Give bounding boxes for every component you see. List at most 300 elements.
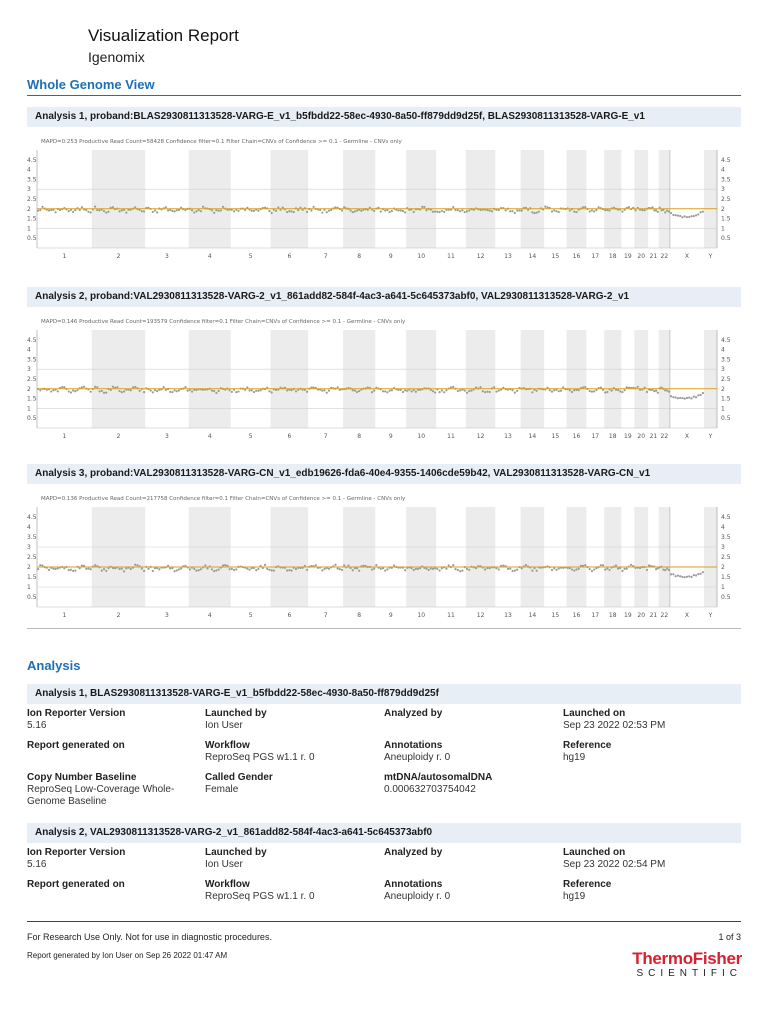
copy-number-point [684,398,686,400]
copy-number-point [521,210,523,212]
copy-number-point [417,568,419,570]
y-tick-left: 3.5 [27,534,37,541]
copy-number-point [386,568,388,570]
copy-number-point [87,211,89,213]
y-tick-left: 3 [27,366,31,374]
copy-number-point [686,397,688,399]
y-tick-left: 2 [27,564,31,571]
copy-number-point [48,569,50,571]
copy-number-point [70,391,72,393]
copy-number-point [253,210,255,212]
field-value: hg19 [563,752,586,763]
copy-number-point [343,564,345,566]
copy-number-point [644,209,646,211]
copy-number-point [575,211,577,213]
logo-wordmark: ThermoFisher [632,949,742,968]
copy-number-point [178,568,180,570]
copy-number-point [634,209,636,211]
copy-number-point [498,390,500,392]
y-tick-left: 4 [27,166,31,174]
copy-number-point [536,390,538,392]
copy-number-point [154,209,156,211]
copy-number-point [290,389,292,391]
y-tick-left: 4 [27,524,31,531]
x-tick-label: Y [708,612,713,619]
analysis-3-plot-header: Analysis 3, proband:VAL2930811313528-VARG-CN_v1_edb19626-fda6-40e4-9355-1406cde59b42, VAL2930811313528-VARG-CN_v1 [27,464,741,484]
copy-number-point [695,396,697,398]
x-tick-label: 13 [504,253,512,260]
copy-number-point [578,389,580,391]
copy-number-point [514,212,516,214]
copy-number-point [295,568,297,570]
copy-number-point [507,568,509,570]
copy-number-point [167,209,169,211]
y-tick-left: 3 [27,186,31,194]
copy-number-point [350,210,352,212]
copy-number-point [306,211,308,213]
copy-number-point [313,206,315,208]
copy-number-point [702,571,704,573]
copy-number-point [432,568,434,570]
copy-number-point [55,211,57,213]
copy-number-point [375,564,377,566]
copy-number-point [384,569,386,571]
copy-number-point [380,210,382,212]
copy-number-point [391,210,393,212]
copy-number-point [147,568,149,570]
copy-number-point [690,215,692,217]
copy-number-point [389,390,391,392]
analysis-2-cnv-plot [27,312,741,448]
copy-number-point [470,389,472,391]
copy-number-point [452,206,454,208]
y-tick-right: 2.5 [721,196,731,203]
y-tick-right: 2 [721,205,725,213]
x-tick-label: 10 [417,433,426,440]
copy-number-point [450,386,452,388]
x-tick-label: 14 [528,612,537,619]
copy-number-point [310,386,312,388]
copy-number-point [257,390,259,392]
copy-number-point [606,567,608,569]
copy-number-point [371,391,373,393]
y-tick-left: 2.5 [27,554,37,561]
copy-number-point [425,209,427,211]
copy-number-point [222,564,224,566]
copy-number-point [466,210,468,212]
copy-number-point [72,389,74,391]
copy-number-point [457,390,459,392]
copy-number-point [553,209,555,211]
copy-number-point [702,392,704,394]
copy-number-point [608,209,610,211]
copy-number-point [677,215,679,217]
copy-number-point [83,386,85,388]
x-tick-label: 2 [116,612,121,619]
copy-number-point [246,386,248,388]
x-tick-label: 19 [624,433,632,440]
x-tick-label: 4 [207,612,212,619]
copy-number-point [666,568,668,570]
copy-number-point [352,569,354,571]
x-tick-label: 6 [287,433,292,440]
copy-number-point [193,568,195,570]
chromosome-band [189,330,231,428]
y-tick-right: 1.5 [721,215,731,223]
x-tick-label: 5 [248,253,253,260]
y-tick-right: 2 [721,385,725,393]
x-tick-label: 18 [608,253,617,260]
copy-number-point [339,568,341,570]
copy-number-point [589,210,591,212]
copy-number-point [621,570,623,572]
copy-number-point [690,576,692,578]
copy-number-point [290,210,292,212]
field-label: Workflow [205,740,250,751]
copy-number-point [231,568,233,570]
copy-number-point [235,568,237,570]
field-value: ReproSeq PGS w1.1 r. 0 [205,752,315,763]
copy-number-point [623,568,625,570]
x-tick-label: 15 [551,612,560,619]
x-tick-label: 1 [62,433,67,440]
x-tick-label: 3 [165,433,169,440]
copy-number-point [118,568,120,570]
copy-number-point [220,209,222,211]
copy-number-point [235,391,237,393]
copy-number-point [237,390,239,392]
copy-number-point [681,576,683,578]
x-tick-label: 11 [447,253,455,260]
x-tick-label: 12 [476,433,485,440]
copy-number-point [619,390,621,392]
copy-number-point [505,209,507,211]
copy-number-point [384,209,386,211]
copy-number-point [72,570,74,572]
y-tick-right: 3 [721,544,725,551]
copy-number-point [286,211,288,213]
x-tick-label: 22 [660,253,669,260]
copy-number-point [255,569,257,571]
x-tick-label: 21 [649,253,658,260]
copy-number-point [677,575,679,577]
copy-number-point [459,389,461,391]
copy-number-point [666,389,668,391]
copy-number-point [169,567,171,569]
copy-number-point [356,209,358,211]
copy-number-point [189,568,191,570]
copy-number-point [290,570,292,572]
copy-number-point [518,209,520,211]
copy-number-point [176,209,178,211]
copy-number-point [443,211,445,213]
copy-number-point [237,210,239,212]
y-tick-right: 4.5 [721,336,731,344]
copy-number-point [413,569,415,571]
copy-number-point [693,396,695,398]
copy-number-point [600,564,602,566]
report-subtitle: Igenomix [88,49,145,65]
copy-number-point [152,570,154,572]
copy-number-point [193,211,195,213]
copy-number-point [96,386,98,388]
y-tick-left: 2.5 [27,196,37,203]
x-tick-label: 10 [417,612,426,619]
copy-number-point [479,386,481,388]
copy-number-point [514,392,516,394]
copy-number-point [264,564,266,566]
field-label: Launched on [563,708,626,719]
y-tick-right: 3 [721,186,725,194]
copy-number-point [688,216,690,218]
copy-number-point [248,569,250,571]
copy-number-point [107,211,109,213]
footer-rule [27,921,741,922]
field-value: Sep 23 2022 02:54 PM [563,859,666,870]
copy-number-point [37,568,39,570]
y-tick-right: 1 [721,584,725,591]
x-tick-label: 19 [624,612,632,619]
y-tick-right: 3.5 [721,176,731,184]
copy-number-point [498,568,500,570]
copy-number-point [688,575,690,577]
copy-number-point [484,391,486,393]
x-tick-label: 11 [447,612,455,619]
y-tick-left: 3.5 [27,356,37,364]
copy-number-point [621,210,623,212]
copy-number-point [371,568,373,570]
copy-number-point [432,390,434,392]
copy-number-point [112,386,114,388]
x-tick-label: 7 [323,612,328,619]
copy-number-point [475,386,477,388]
x-tick-label: 20 [637,253,646,260]
copy-number-point [121,209,123,211]
copy-number-point [468,390,470,392]
copy-number-point [184,386,186,388]
copy-number-point [459,210,461,212]
chromosome-band [271,330,309,428]
copy-number-point [288,210,290,212]
copy-number-point [511,210,513,212]
x-tick-label: 17 [591,433,600,440]
copy-number-point [584,564,586,566]
copy-number-point [321,389,323,391]
copy-number-point [391,389,393,391]
copy-number-point [697,573,699,575]
copy-number-point [686,576,688,578]
copy-number-point [553,389,555,391]
field-label: Copy Number Baseline [27,772,137,783]
copy-number-point [457,569,459,571]
copy-number-point [657,211,659,213]
copy-number-point [615,564,617,566]
x-tick-label: 22 [660,612,669,619]
copy-number-point [531,569,533,571]
copy-number-point [555,210,557,212]
y-tick-left: 3.5 [27,176,37,184]
copy-number-point [660,209,662,211]
y-tick-left: 1 [27,225,31,233]
copy-number-point [358,390,360,392]
copy-number-point [684,576,686,578]
copy-number-point [39,564,41,566]
copy-number-point [191,209,193,211]
chromosome-band [189,507,231,607]
copy-number-point [531,391,533,393]
copy-number-point [200,568,202,570]
y-tick-left: 2 [27,205,31,213]
copy-number-point [668,569,670,571]
copy-number-point [511,389,513,391]
field-label: Launched on [563,847,626,858]
copy-number-point [578,568,580,570]
copy-number-point [215,392,217,394]
copy-number-point [52,389,54,391]
whole-genome-title: Whole Genome View [27,77,155,92]
analysis-1-cnv-plot [27,132,741,268]
copy-number-point [105,570,107,572]
copy-number-point [198,209,200,211]
y-tick-left: 0.5 [27,235,37,243]
copy-number-point [217,390,219,392]
report-title: Visualization Report [88,26,239,45]
chromosome-band [521,330,545,428]
copy-number-point [584,206,586,208]
copy-number-point [700,211,702,213]
copy-number-point [37,210,39,212]
x-tick-label: 8 [357,612,362,619]
copy-number-point [509,210,511,212]
analysis-2-plot-header: Analysis 2, proband:VAL2930811313528-VARG-2_v1_861add82-584f-4ac3-a641-5c645373abf0, VAL2930811313528-VARG-2_v1 [27,287,741,307]
copy-number-point [81,206,83,208]
x-tick-label: 12 [476,253,485,260]
copy-number-point [152,391,154,393]
x-tick-label: 17 [591,612,600,619]
copy-number-point [569,389,571,391]
copy-number-point [105,392,107,394]
copy-number-point [217,568,219,570]
copy-number-point [452,386,454,388]
copy-number-point [562,386,564,388]
copy-number-point [546,206,548,208]
thermo-fisher-logo [624,949,742,979]
copy-number-point [686,216,688,218]
copy-number-point [679,575,681,577]
copy-number-point [525,564,527,566]
chromosome-band [604,150,621,248]
copy-number-point [516,390,518,392]
y-tick-right: 3.5 [721,534,731,541]
copy-number-point [173,210,175,212]
copy-number-point [560,390,562,392]
copy-number-point [187,390,189,392]
chromosome-band [92,150,145,248]
copy-number-point [356,567,358,569]
copy-number-point [621,391,623,393]
copy-number-point [134,206,136,208]
copy-number-point [68,390,70,392]
copy-number-point [231,391,233,393]
copy-number-point [334,564,336,566]
field-label: Annotations [384,879,443,890]
chromosome-band [604,507,621,607]
copy-number-point [343,206,345,208]
copy-number-point [229,389,231,391]
copy-number-point [551,569,553,571]
copy-number-point [251,389,253,391]
copy-number-point [41,564,43,566]
y-tick-right: 4 [721,346,725,354]
field-value: ReproSeq Low-Coverage Whole-Genome Baseline [27,784,175,807]
copy-number-point [158,568,160,570]
copy-number-point [130,568,132,570]
plot-stats-label: MAPD=0.253 Productive Read Count=58428 Confidence filter=0.1 Filter Chain=CNVs of Confidence >= 0.1 - Germline - CNVs only [41,139,402,145]
copy-number-point [423,206,425,208]
copy-number-point [486,209,488,211]
copy-number-point [195,210,197,212]
chromosome-band [271,507,309,607]
copy-number-point [356,391,358,393]
copy-number-point [171,210,173,212]
chromosome-band [343,507,375,607]
copy-number-point [105,212,107,214]
chromosome-band [466,507,495,607]
y-tick-right: 1.5 [721,395,731,403]
field-value: 0.000632703754042 [384,784,476,795]
copy-number-point [125,567,127,569]
x-tick-label: 10 [417,253,426,260]
field-value: Ion User [205,859,243,870]
y-tick-right: 4 [721,166,725,174]
copy-number-point [646,391,648,393]
copy-number-point [143,391,145,393]
copy-number-point [222,206,224,208]
copy-number-point [94,564,96,566]
analysis-2-info-header: Analysis 2, VAL2930811313528-VARG-2_v1_861add82-584f-4ac3-a641-5c645373abf0 [27,823,741,843]
copy-number-point [688,397,690,399]
copy-number-point [536,570,538,572]
copy-number-point [165,206,167,208]
copy-number-point [246,568,248,570]
copy-number-point [352,389,354,391]
copy-number-point [191,390,193,392]
copy-number-point [352,211,354,213]
chromosome-band [634,330,648,428]
copy-number-point [118,210,120,212]
copy-number-point [277,206,279,208]
copy-number-point [293,211,295,213]
analysis-3-cnv-plot [27,489,741,627]
copy-number-point [466,568,468,570]
copy-number-point [573,211,575,213]
copy-number-point [452,564,454,566]
copy-number-point [271,391,273,393]
x-tick-label: 7 [323,253,328,260]
copy-number-point [468,209,470,211]
copy-number-point [415,391,417,393]
y-tick-left: 1.5 [27,574,37,581]
x-tick-label: 11 [447,433,455,440]
y-tick-right: 0.5 [721,415,731,423]
copy-number-point [85,568,87,570]
copy-number-point [57,390,59,392]
copy-number-point [251,210,253,212]
copy-number-point [413,211,415,213]
y-tick-left: 4.5 [27,156,37,164]
copy-number-point [516,569,518,571]
logo-subtext: SCIENTIFIC [636,968,742,979]
